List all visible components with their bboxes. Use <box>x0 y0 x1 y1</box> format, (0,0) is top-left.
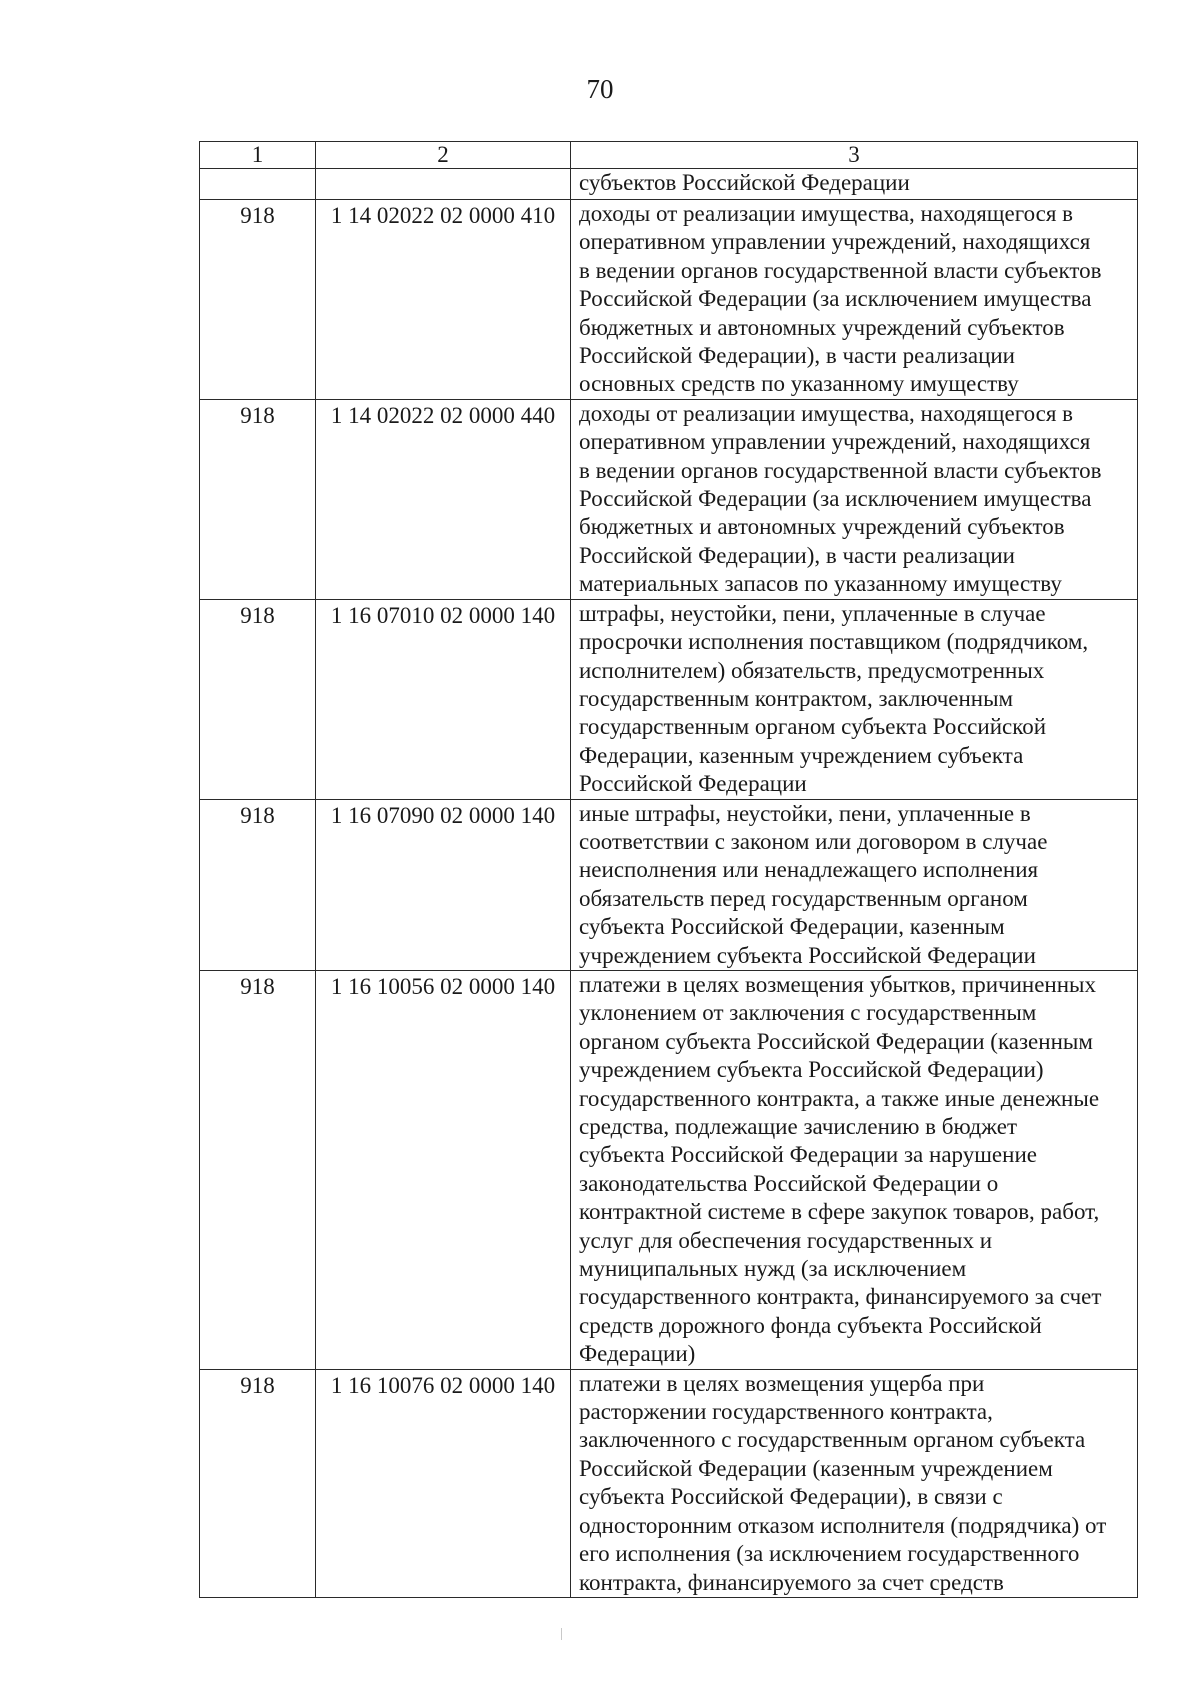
scan-speck <box>561 1628 562 1640</box>
description-line: в ведении органов государственной власти субъектов <box>579 257 1102 283</box>
description-cell <box>571 200 1138 400</box>
description-line: его исполнения (за исключением государственного <box>579 1541 1080 1567</box>
description-line: субъекта Российской Федерации, казенным <box>579 914 1005 940</box>
description-line: учреждением субъекта Российской Федерации <box>579 942 1036 968</box>
revenue-codes-table <box>199 141 1138 1598</box>
description-line: средств дорожного фонда субъекта Российской <box>579 1312 1042 1338</box>
description-line: иные штрафы, неустойки, пени, уплаченные в <box>579 800 1031 826</box>
description-line: штрафы, неустойки, пени, уплаченные в случае <box>579 600 1046 626</box>
column-number-row <box>200 142 1138 169</box>
column-number-2: 2 <box>316 142 571 169</box>
description-line: уклонением от заключения с государственным <box>579 1000 1037 1026</box>
description-line: Российской Федерации <box>579 771 807 797</box>
revenue-code-cell: 1 14 02022 02 0000 410 <box>316 200 571 400</box>
description-line: Российской Федерации), в части реализации <box>579 542 1015 568</box>
table-body <box>200 142 1138 1598</box>
description-line: государственного контракта, финансируемого за счет <box>579 1284 1102 1310</box>
description-line: муниципальных нужд (за исключением <box>579 1256 967 1282</box>
description-line: заключенного с государственным органом субъекта <box>579 1427 1086 1453</box>
description-line: услуг для обеспечения государственных и <box>579 1227 993 1253</box>
description-line: расторжении государственного контракта, <box>579 1399 993 1425</box>
description-line: просрочки исполнения поставщиком (подрядчиком, <box>579 629 1089 655</box>
description-line: односторонним отказом исполнителя (подрядчика) от <box>579 1512 1107 1538</box>
description-line: в ведении органов государственной власти субъектов <box>579 457 1102 483</box>
description-line: средства, подлежащие зачислению в бюджет <box>579 1114 1018 1139</box>
description-line: оперативном управлении учреждений, находящихся <box>579 229 1091 255</box>
description-line: государственного контракта, а также иные денежные <box>579 1085 1100 1111</box>
description-cell <box>571 169 1138 200</box>
description-line: неисполнения или ненадлежащего исполнения <box>579 857 1039 883</box>
continuation-row <box>200 169 1138 200</box>
column-number-3: 3 <box>571 142 1138 169</box>
description-line: Российской Федерации (за исключением имущества <box>579 286 1092 312</box>
description-line: доходы от реализации имущества, находящегося в <box>579 400 1074 426</box>
description-line: платежи в целях возмещения ущерба при <box>579 1370 985 1396</box>
description-line: органом субъекта Российской Федерации (казенным <box>579 1028 1093 1054</box>
description-cell <box>571 1369 1138 1597</box>
description-line: субъектов Российской Федерации <box>579 170 910 195</box>
description-line: Российской Федерации (казенным учреждением <box>579 1455 1053 1481</box>
revenue-code-cell: 1 16 10056 02 0000 140 <box>316 970 571 1369</box>
description-line: доходы от реализации имущества, находящегося в <box>579 201 1074 226</box>
revenue-code-cell <box>316 169 571 200</box>
admin-code-cell <box>200 169 316 200</box>
admin-code-cell: 918 <box>200 970 316 1369</box>
admin-code-cell: 918 <box>200 200 316 400</box>
table-row <box>200 799 1138 970</box>
revenue-code-cell: 1 16 10076 02 0000 140 <box>316 1369 571 1597</box>
table-row <box>200 970 1138 1369</box>
table-row <box>200 1369 1138 1597</box>
admin-code-cell: 918 <box>200 599 316 799</box>
description-cell <box>571 599 1138 799</box>
admin-code-cell: 918 <box>200 1369 316 1597</box>
description-line: контрактной системе в сфере закупок товаров, работ, <box>579 1199 1100 1225</box>
description-line: учреждением субъекта Российской Федерации) <box>579 1057 1044 1083</box>
description-line: обязательств перед государственным органом <box>579 885 1028 911</box>
description-line: оперативном управлении учреждений, находящихся <box>579 429 1091 455</box>
description-line: материальных запасов по указанному имуществу <box>579 571 1062 597</box>
description-line: исполнителем) обязательств, предусмотренных <box>579 657 1045 683</box>
description-line: Российской Федерации (за исключением имущества <box>579 486 1092 512</box>
description-line: платежи в целях возмещения убытков, причиненных <box>579 971 1096 997</box>
description-line: государственным органом субъекта Российской <box>579 714 1047 740</box>
description-line: соответствии с законом или договором в случае <box>579 828 1048 854</box>
page-number: 70 <box>586 74 614 104</box>
description-line: основных средств по указанному имуществу <box>579 371 1019 397</box>
description-line: субъекта Российской Федерации), в связи с <box>579 1484 1003 1510</box>
description-line: законодательства Российской Федерации о <box>579 1170 999 1196</box>
revenue-code-cell: 1 14 02022 02 0000 440 <box>316 399 571 599</box>
description-line: Федерации, казенным учреждением субъекта <box>579 742 1024 768</box>
description-cell <box>571 970 1138 1369</box>
description-line: бюджетных и автономных учреждений субъектов <box>579 314 1065 340</box>
description-cell <box>571 799 1138 970</box>
description-cell <box>571 399 1138 599</box>
description-line: субъекта Российской Федерации за нарушение <box>579 1142 1037 1168</box>
column-number-1: 1 <box>200 142 316 169</box>
admin-code-cell: 918 <box>200 399 316 599</box>
table-row <box>200 399 1138 599</box>
revenue-code-cell: 1 16 07090 02 0000 140 <box>316 799 571 970</box>
description-line: Федерации) <box>579 1341 696 1367</box>
revenue-code-cell: 1 16 07010 02 0000 140 <box>316 599 571 799</box>
description-line: бюджетных и автономных учреждений субъектов <box>579 514 1065 540</box>
admin-code-cell: 918 <box>200 799 316 970</box>
table-row <box>200 599 1138 799</box>
description-line: контракта, финансируемого за счет средств <box>579 1569 1004 1595</box>
description-line: Российской Федерации), в части реализации <box>579 343 1015 369</box>
description-line: государственным контрактом, заключенным <box>579 685 1014 711</box>
table-row <box>200 200 1138 400</box>
